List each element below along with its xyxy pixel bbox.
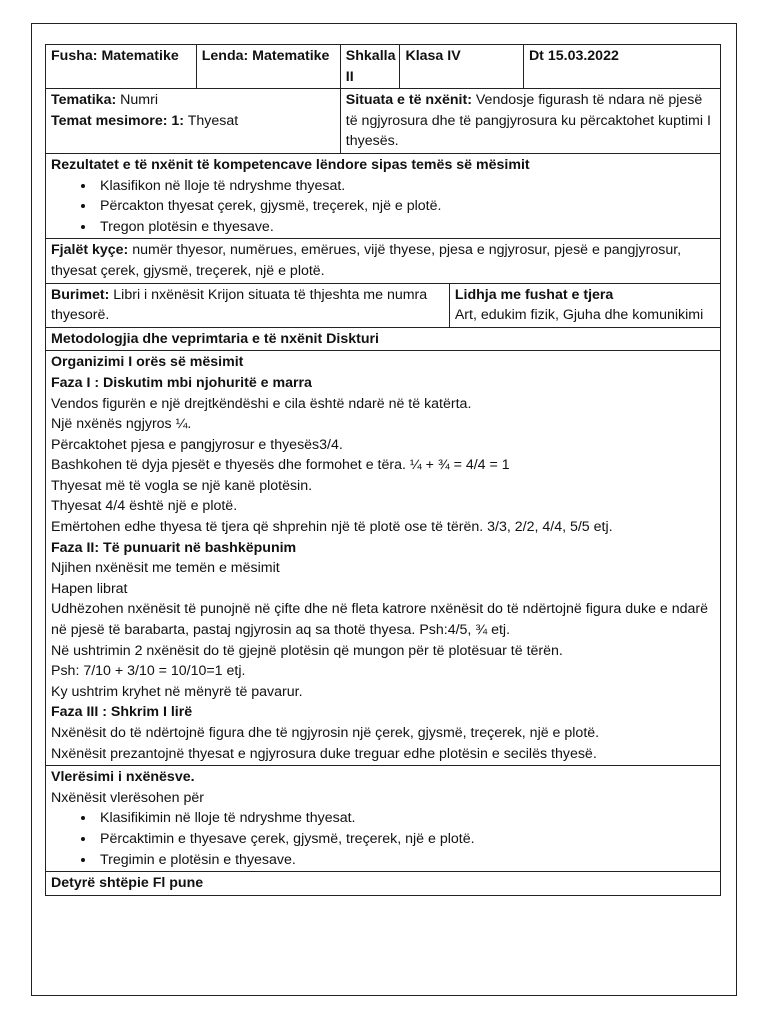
list-item: • Tregon plotësin e thyesave. [96, 217, 716, 238]
header-row [46, 45, 721, 89]
rezultatet-list [51, 176, 716, 238]
faza1-line: Një nxënës ngjyros ¼. [51, 416, 192, 433]
rezultatet-row [46, 153, 721, 238]
faza1-line: Bashkohen të dyja pjesët e thyesës dhe formohet e tëra. ¼ + ¾ = 4/4 = 1 [51, 457, 510, 474]
faza2-line: Udhëzohen nxënësit të punojnë në çifte dhe në fleta katrore nxënësit do të ndërtojnë figura duke e ndarë në pjesë të barabarta, pastaj ngjyrosin aq sa thotë thyesa. Psh:4/5, ¾ etj. [51, 601, 709, 639]
burimet-row [46, 283, 721, 327]
metodologjia-row [46, 327, 721, 351]
burimet-label: Burimet: [51, 286, 110, 303]
lidhja-value: Art, edukim fizik, Gjuha dhe komunikimi [454, 307, 704, 324]
faza1-line: Thyesat 4/4 është një e plotë. [51, 498, 238, 515]
faza1-line: Thyesat më të vogla se një kanë plotësin. [51, 477, 313, 494]
lidhja-label: Lidhja me fushat e tjera [454, 286, 614, 303]
fjalet-row [46, 239, 721, 283]
fjalet-label: Fjalët kyçe: [51, 242, 129, 259]
situata-label: Situata e të nxënit: [345, 92, 472, 109]
vleresimi-row [46, 766, 721, 872]
tematika-value: Numri [120, 92, 158, 109]
klasa-cell: Klasa IV [400, 45, 523, 89]
organizimi-title: Organizimi I orës së mësimit [51, 354, 244, 371]
date-cell: Dt 15.03.2022 [523, 45, 720, 89]
faza1-line: Vendos figurën e një drejtkëndëshi e cila është ndarë në të katërta. [51, 395, 472, 412]
faza1-line: Përcaktohet pjesa e pangjyrosur e thyesës3/4. [51, 436, 343, 453]
list-item: • Klasifikimin në lloje të ndryshme thyesat. [96, 808, 716, 829]
fusha-cell: Fusha: Matematike [46, 45, 197, 89]
tematika-label: Tematika: [51, 92, 117, 109]
list-item: • Tregimin e plotësin e thyesave. [96, 850, 716, 871]
temat-label: Temat mesimore: 1: [51, 112, 184, 129]
faza2-line: Në ushtrimin 2 nxënësit do të gjejnë plotësin që mungon për të plotësuar të tërën. [51, 642, 563, 659]
faza1-line: Emërtohen edhe thyesa të tjera që shprehin një të plotë ose të tërën. 3/3, 2/2, 4/4, 5/5 etj. [51, 519, 613, 536]
organizimi-cell [46, 351, 721, 766]
burimet-cell [46, 283, 450, 327]
detyre-row [46, 872, 721, 896]
fjalet-value: numër thyesor, numërues, emërues, vijë thyese, pjesa e ngjyrosur, pjesë e pangjyrosur, thyesat çerek, gjysmë, treçerek, një e plotë. [51, 242, 682, 279]
vleresimi-intro: Nxënësit vlerësohen për [51, 789, 204, 806]
faza2-line: Njihen nxënësit me temën e mësimit [51, 560, 280, 577]
situata-cell [340, 89, 720, 154]
tematika-cell [46, 89, 341, 154]
faza2-line: Psh: 7/10 + 3/10 = 10/10=1 etj. [51, 663, 246, 680]
faza2-line: Hapen librat [51, 580, 128, 597]
list-item: • Përcaktimin e thyesave çerek, gjysmë, treçerek, një e plotë. [96, 829, 716, 850]
faza2-title: Faza II: Të punuarit në bashkëpunim [51, 539, 297, 556]
situata-value: Vendosje figurash të ndara në pjesë të ngjyrosura dhe të pangjyrosura ku përcaktohet kuptimi I thyesës. [345, 92, 711, 150]
temat-value: Thyesat [187, 112, 239, 129]
lenda-cell: Lenda: Matematike [196, 45, 340, 89]
burimet-value: Libri i nxënësit Krijon situata të thjeshta me numra thyesorë. [51, 286, 428, 324]
rezultatet-title: Rezultatet e të nxënit të kompetencave lëndore sipas temës së mësimit [51, 156, 530, 173]
fjalet-cell [46, 239, 721, 283]
vleresimi-list [51, 808, 716, 870]
vleresimi-title: Vlerësimi i nxënësve. [51, 769, 195, 786]
faza3-title: Faza III : Shkrim I lirë [51, 704, 193, 721]
rezultatet-cell [46, 153, 721, 238]
lidhja-cell [449, 283, 720, 327]
organizimi-row [46, 351, 721, 766]
lesson-plan-table [45, 44, 721, 896]
list-item: • Përcakton thyesat çerek, gjysmë, treçerek, një e plotë. [96, 196, 716, 217]
faza1-title: Faza I : Diskutim mbi njohuritë e marra [51, 374, 312, 391]
faza3-line: Nxënësit do të ndërtojnë figura dhe të ngjyrosin një çerek, gjysmë, treçerek, një e plotë. [51, 725, 600, 741]
vleresimi-cell [46, 766, 721, 872]
detyre-cell: Detyrë shtëpie Fl pune [46, 872, 721, 896]
faza3-line: Nxënësit prezantojnë thyesat e ngjyrosura duke treguar edhe plotësin e secilës thyesë. [51, 745, 597, 762]
list-item: • Klasifikon në lloje të ndryshme thyesat. [96, 176, 716, 197]
tematika-row [46, 89, 721, 154]
faza2-line: Ky ushtrim kryhet në mënyrë të pavarur. [51, 683, 303, 700]
shkalla-cell: Shkalla II [340, 45, 400, 89]
metodologjia-cell: Metodologjia dhe veprimtaria e të nxënit Diskturi [46, 327, 721, 351]
